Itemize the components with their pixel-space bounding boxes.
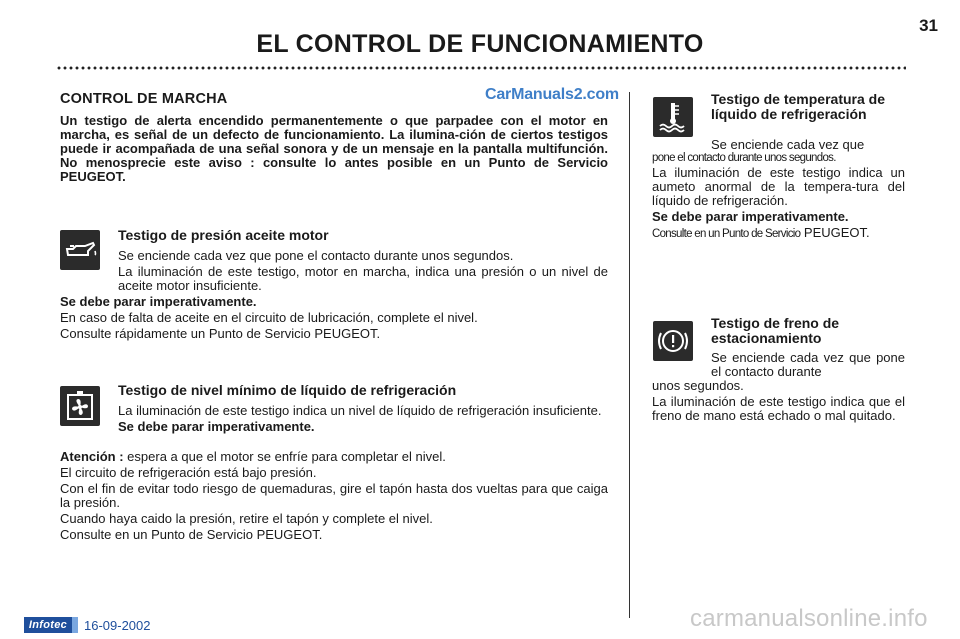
- parking-brake-text-1a: Se enciende cada vez que pone el contacto durante: [711, 350, 905, 379]
- coolant-temperature-warning: Se debe parar imperativamente.: [652, 209, 849, 224]
- footer-date: 16-09-2002: [84, 618, 151, 633]
- attention-text: espera a que el motor se enfríe para completar el nivel.: [123, 449, 446, 464]
- section-heading-control-marcha: CONTROL DE MARCHA: [60, 91, 228, 107]
- coolant-temperature-text-4: [652, 226, 905, 241]
- coolant-temperature-text-1a: Se enciende cada vez que: [711, 137, 865, 152]
- coolant-level-icon: [60, 386, 100, 426]
- parking-brake-text-2: La iluminación de este testigo indica que el freno de mano está echado o mal quitado.: [652, 394, 905, 423]
- coolant-level-text-5: Con el fin de evitar todo riesgo de quemaduras, gire el tapón hasta dos vueltas para que caiga la presión.: [60, 481, 608, 510]
- parking-brake-icon: [653, 321, 693, 361]
- page-number: 31: [919, 16, 938, 35]
- page-title: EL CONTROL DE FUNCIONAMIENTO: [256, 30, 704, 58]
- coolant-temperature-text-2: La iluminación de este testigo indica un aumeto anormal de la tempera-tura del líquido de refrigeración.: [652, 165, 905, 208]
- coolant-temperature-brand: PEUGEOT.: [800, 225, 870, 240]
- coolant-level-warning: Se debe parar imperativamente.: [118, 419, 315, 434]
- oil-pressure-text-2: La iluminación de este testigo, motor en marcha, indica una presión o un nivel de aceite motor insuficiente.: [118, 264, 608, 293]
- coolant-level-attention: [60, 450, 608, 464]
- oil-can-icon: [60, 230, 100, 270]
- column-divider: [629, 92, 630, 618]
- parking-brake-heading: Testigo de freno de estacionamiento: [711, 315, 840, 346]
- coolant-temperature-consult: Consulte en un Punto de Servicio: [652, 228, 801, 240]
- coolant-level-text-1: La iluminación de este testigo indica un nivel de líquido de refrigeración insuficiente.: [118, 403, 602, 418]
- parking-brake-text-1b: unos segundos.: [652, 378, 744, 393]
- oil-pressure-text-1: Se enciende cada vez que pone el contacto durante unos segundos.: [118, 248, 514, 263]
- coolant-level-text-6: Cuando haya caido la presión, retire el tapón y complete el nivel.: [60, 511, 433, 526]
- coolant-temperature-heading: Testigo de temperatura de líquido de refrigeración: [711, 91, 886, 122]
- oil-pressure-warning: Se debe parar imperativamente.: [60, 294, 257, 309]
- coolant-temperature-icon: [653, 97, 693, 137]
- oil-pressure-text-4: En caso de falta de aceite en el circuito de lubricación, complete el nivel.: [60, 310, 478, 325]
- attention-label: Atención :: [60, 449, 124, 464]
- oil-pressure-heading: Testigo de presión aceite motor: [118, 227, 329, 243]
- infotec-badge: Infotec: [24, 617, 72, 633]
- infotec-badge-stripe: [72, 617, 78, 633]
- watermark-link[interactable]: CarManuals2.com: [485, 86, 619, 103]
- dotted-divider: [56, 66, 906, 70]
- coolant-level-text-4: El circuito de refrigeración está bajo presión.: [60, 465, 317, 480]
- coolant-temperature-text-1b: pone el contacto durante unos segundos.: [652, 152, 836, 164]
- coolant-level-heading: Testigo de nivel mínimo de líquido de refrigeración: [118, 382, 457, 398]
- oil-pressure-text-5: Consulte rápidamente un Punto de Servicio PEUGEOT.: [60, 326, 381, 341]
- watermark-bottom[interactable]: carmanualsonline.info: [690, 605, 928, 632]
- control-marcha-intro: Un testigo de alerta encendido permanentemente o que parpadee con el motor en marcha, es señal de un defecto de funcionamiento. La ilumina-ción de ciertos testigos puede ir acompañada de una señal sonora y de un mensaje en la pantalla multifunción. No menosprecie este aviso : consulte lo antes posible en un Punto de Servicio PEUGEOT.: [60, 113, 608, 184]
- coolant-level-text-7: Consulte en un Punto de Servicio PEUGEOT.: [60, 527, 323, 542]
